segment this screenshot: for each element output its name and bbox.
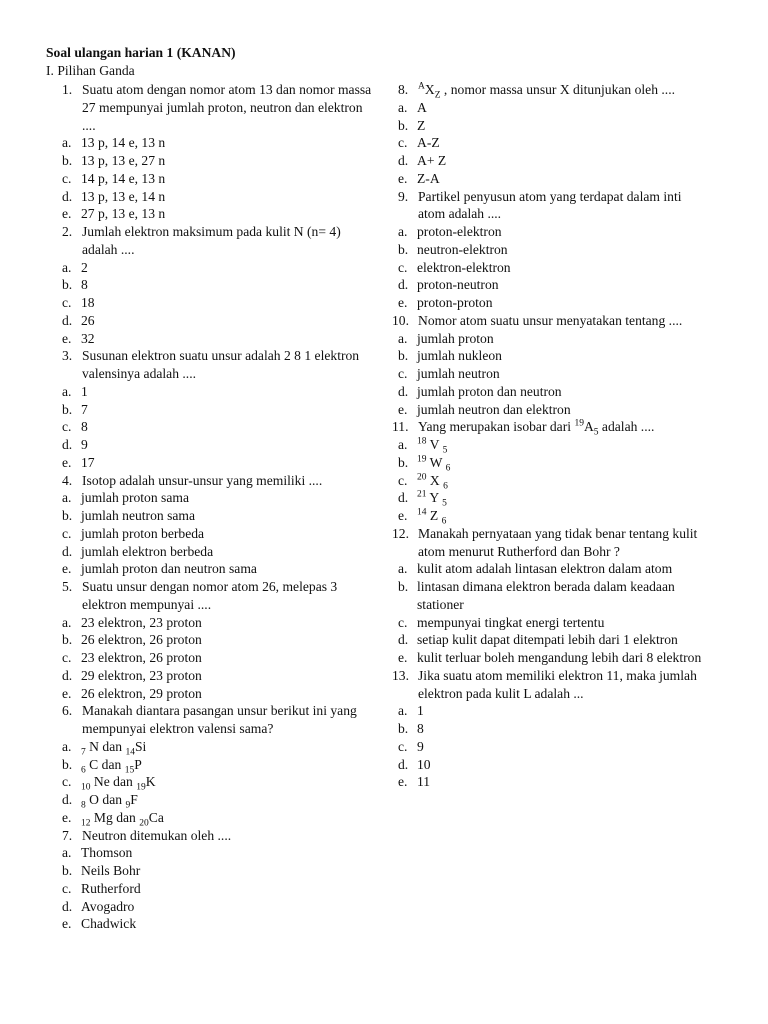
- option-letter: a.: [398, 224, 408, 239]
- answer-option[interactable]: [62, 383, 372, 401]
- atomic-number: 15: [124, 765, 135, 776]
- question-number: 13.: [392, 667, 409, 683]
- question-11: [392, 418, 708, 527]
- answer-option[interactable]: [398, 134, 708, 152]
- option-text: 13 p, 13 e, 27 n: [81, 153, 166, 168]
- question-text: Partikel penyusun atom yang terdapat dalam inti atom adalah ....: [418, 188, 682, 222]
- answer-option[interactable]: [62, 756, 372, 774]
- option-letter: a.: [62, 614, 72, 630]
- option-text: 1: [81, 383, 88, 399]
- option-connector: dan: [101, 756, 122, 772]
- answer-option[interactable]: [62, 312, 372, 330]
- question-9: [398, 188, 708, 312]
- option-text: jumlah proton: [417, 330, 494, 346]
- answer-option[interactable]: [398, 276, 708, 294]
- answer-option[interactable]: [62, 915, 372, 933]
- question-13: [392, 667, 708, 791]
- atomic-number: 8: [81, 800, 86, 811]
- answer-option[interactable]: [398, 472, 708, 490]
- atomic-number: Z: [434, 90, 441, 101]
- option-letter: d.: [398, 383, 409, 399]
- answer-option[interactable]: [62, 898, 372, 916]
- atomic-number: 20: [139, 818, 149, 829]
- answer-option[interactable]: [62, 525, 372, 543]
- option-text: elektron-elektron: [417, 259, 511, 275]
- answer-option[interactable]: [398, 489, 708, 507]
- option-text: 26 elektron, 26 proton: [81, 632, 202, 648]
- element-symbol: N: [89, 738, 99, 754]
- element-symbol: F: [130, 792, 138, 807]
- atomic-number: 14: [125, 747, 135, 758]
- atomic-number: 5: [442, 498, 447, 509]
- option-text: 13 p, 14 e, 13 n: [81, 135, 166, 151]
- answer-option[interactable]: [398, 578, 708, 614]
- option-letter: b.: [62, 277, 73, 293]
- option-letter: e.: [398, 508, 408, 523]
- question-text: Jumlah elektron maksimum pada kulit N (n= 4) adalah ....: [82, 224, 341, 257]
- option-text: 32: [81, 330, 95, 346]
- option-text: 2: [81, 259, 88, 275]
- atomic-number: 5: [593, 427, 599, 438]
- option-connector: dan: [102, 738, 123, 754]
- answer-option[interactable]: [62, 454, 372, 472]
- element-symbol: P: [134, 756, 142, 772]
- option-letter: c.: [398, 614, 408, 630]
- atomic-number: 10: [81, 782, 91, 793]
- answer-option[interactable]: [62, 152, 372, 170]
- mass-number: 19: [574, 418, 584, 429]
- element-symbol: Z: [429, 508, 439, 523]
- option-text: 13 p, 13 e, 14 n: [81, 188, 166, 204]
- option-text: mempunyai tingkat energi tertentu: [417, 614, 605, 630]
- option-letter: e.: [398, 650, 408, 665]
- element-symbol: Mg: [93, 809, 113, 825]
- question-8: [398, 81, 708, 188]
- option-text: A: [417, 99, 427, 115]
- option-text: 14 p, 14 e, 13 n: [81, 170, 166, 186]
- answer-option[interactable]: [398, 99, 708, 117]
- answer-option[interactable]: [398, 117, 708, 135]
- option-letter: c.: [62, 650, 72, 665]
- option-text: jumlah elektron berbeda: [81, 543, 214, 559]
- option-letter: c.: [62, 525, 72, 541]
- question-text: , nomor massa unsur X ditunjukan oleh ....: [443, 82, 675, 97]
- option-letter: b.: [398, 117, 409, 133]
- option-text: proton-elektron: [417, 224, 502, 239]
- answer-option[interactable]: [62, 205, 372, 223]
- question-stem: [392, 418, 708, 438]
- answer-option[interactable]: [398, 330, 708, 348]
- element-symbol: Ne: [93, 774, 110, 790]
- question-stem: [62, 223, 372, 259]
- mass-number: 19: [417, 454, 427, 465]
- answer-option[interactable]: [398, 383, 708, 401]
- mass-number: A: [418, 81, 425, 92]
- option-text: Rutherford: [81, 880, 141, 896]
- question-number: 3.: [62, 348, 73, 364]
- option-text: 26: [81, 312, 95, 328]
- answer-option[interactable]: [398, 773, 708, 791]
- question-stem: [62, 347, 372, 383]
- answer-option[interactable]: [62, 791, 372, 809]
- option-letter: c.: [398, 259, 408, 275]
- question-text: Yang merupakan isobar dari: [418, 419, 572, 435]
- option-connector: dan: [116, 809, 136, 825]
- element-symbol: K: [145, 774, 156, 790]
- option-letter: d.: [398, 490, 409, 506]
- question-stem: [392, 667, 708, 703]
- option-letter: d.: [62, 898, 73, 914]
- option-letter: a.: [62, 490, 72, 506]
- question-10: [392, 312, 708, 419]
- question-stem: [392, 312, 708, 330]
- element-symbol: O: [89, 792, 99, 807]
- option-text: A+ Z: [417, 153, 447, 168]
- answer-option[interactable]: [62, 773, 372, 791]
- option-letter: d.: [398, 756, 409, 772]
- option-text: kulit terluar boleh mengandung lebih dari 8 elektron: [417, 650, 702, 665]
- option-letter: c.: [398, 135, 408, 151]
- option-text: neutron-elektron: [417, 241, 508, 257]
- answer-option[interactable]: [398, 631, 708, 649]
- option-letter: d.: [62, 543, 73, 559]
- question-number: 10.: [392, 312, 409, 328]
- answer-option[interactable]: [398, 223, 708, 241]
- option-text: 29 elektron, 23 proton: [81, 667, 202, 683]
- option-text: jumlah proton sama: [81, 490, 189, 506]
- option-text: 10: [417, 756, 431, 772]
- option-letter: a.: [398, 99, 408, 115]
- question-stem: [398, 81, 708, 99]
- option-letter: b.: [62, 508, 73, 523]
- mass-number: 21: [417, 489, 427, 500]
- option-letter: a.: [62, 738, 72, 754]
- option-letter: e.: [62, 916, 72, 932]
- option-letter: c.: [398, 738, 408, 754]
- question-stem: [398, 188, 708, 224]
- question-stem: [392, 525, 708, 561]
- question-number: 11.: [392, 419, 409, 435]
- question-text: Suatu unsur dengan nomor atom 26, melepas 3 elektron mempunyai ....: [82, 579, 338, 612]
- answer-option[interactable]: [398, 649, 708, 667]
- option-letter: e.: [62, 561, 72, 577]
- answer-option[interactable]: [398, 454, 708, 472]
- question-number: 1.: [62, 82, 73, 97]
- question-text: Isotop adalah unsur-unsur yang memiliki ....: [82, 472, 323, 488]
- option-letter: e.: [62, 206, 72, 222]
- option-letter: b.: [62, 632, 73, 648]
- answer-option[interactable]: [62, 401, 372, 419]
- question-text-end: adalah ....: [601, 419, 655, 435]
- option-letter: d.: [62, 312, 73, 328]
- element-symbol: A: [583, 419, 594, 435]
- option-text: kulit atom adalah lintasan elektron dalam atom: [417, 561, 673, 577]
- atomic-number: 6: [445, 463, 451, 474]
- answer-option[interactable]: [398, 347, 708, 365]
- question-text: Susunan elektron suatu unsur adalah 2 8 1 elektron valensinya adalah ....: [82, 348, 360, 381]
- question-number: 12.: [392, 525, 409, 541]
- atomic-number: 6: [443, 481, 448, 492]
- answer-option[interactable]: [398, 259, 708, 277]
- atomic-number: 12: [81, 818, 91, 829]
- element-symbol: C: [89, 756, 99, 772]
- option-letter: d.: [398, 632, 409, 648]
- element-symbol: Y: [429, 490, 439, 506]
- option-text: 8: [81, 419, 88, 435]
- option-text: Z: [417, 117, 426, 133]
- answer-option[interactable]: [62, 294, 372, 312]
- option-text: 17: [81, 454, 95, 470]
- option-letter: c.: [398, 366, 408, 381]
- answer-option[interactable]: [62, 489, 372, 507]
- question-12: [392, 525, 708, 667]
- answer-option[interactable]: [398, 436, 708, 454]
- option-text: 18: [81, 295, 95, 310]
- question-text: Nomor atom suatu unsur menyatakan tentang ....: [418, 312, 683, 328]
- question-number: 4.: [62, 472, 73, 488]
- question-text: Manakah pernyataan yang tidak benar tentang kulit atom menurut Rutherford dan Bohr ?: [418, 525, 698, 559]
- answer-option[interactable]: [62, 170, 372, 188]
- question-stem: [62, 81, 372, 134]
- answer-option[interactable]: [62, 543, 372, 561]
- atomic-number: 5: [442, 445, 448, 456]
- option-letter: e.: [62, 330, 72, 346]
- question-number: 6.: [62, 703, 73, 719]
- option-letter: a.: [62, 845, 72, 861]
- option-letter: c.: [398, 472, 408, 488]
- option-letter: a.: [398, 703, 408, 719]
- mass-number: 14: [417, 507, 427, 518]
- question-stem: [62, 472, 372, 490]
- answer-option[interactable]: [62, 436, 372, 454]
- answer-option[interactable]: [398, 720, 708, 738]
- answer-option[interactable]: [62, 738, 372, 756]
- option-connector: dan: [113, 774, 133, 790]
- option-text: jumlah nukleon: [417, 348, 502, 364]
- question-stem: [62, 827, 372, 845]
- answer-option[interactable]: [398, 738, 708, 756]
- question-text: Manakah diantara pasangan unsur berikut ini yang mempunyai elektron valensi sama?: [82, 703, 357, 736]
- option-text: jumlah proton berbeda: [81, 525, 205, 541]
- atomic-number: 6: [441, 516, 447, 527]
- question-text: Neutron ditemukan oleh ....: [82, 827, 232, 843]
- option-text: 26 elektron, 29 proton: [81, 685, 202, 701]
- answer-option[interactable]: [62, 330, 372, 348]
- question-3: [62, 347, 372, 471]
- question-number: 2.: [62, 224, 73, 239]
- question-number: 5.: [62, 579, 73, 594]
- option-letter: e.: [398, 774, 408, 790]
- option-letter: a.: [398, 561, 408, 577]
- option-letter: c.: [62, 419, 72, 435]
- answer-option[interactable]: [62, 844, 372, 862]
- option-text: jumlah proton dan neutron: [417, 383, 562, 399]
- element-symbol: X: [429, 472, 440, 488]
- question-6: [62, 702, 372, 829]
- option-letter: a.: [62, 135, 72, 151]
- section-heading: I. Pilihan Ganda: [46, 63, 135, 78]
- mass-number: 18: [417, 436, 427, 447]
- option-letter: a.: [398, 330, 408, 346]
- answer-option[interactable]: [62, 667, 372, 685]
- answer-option[interactable]: [398, 365, 708, 383]
- option-letter: b.: [62, 153, 73, 168]
- option-letter: d.: [62, 667, 73, 683]
- question-1: [62, 81, 372, 223]
- option-text: jumlah neutron: [417, 366, 500, 381]
- option-text: proton-proton: [417, 295, 493, 310]
- option-letter: b.: [398, 454, 409, 470]
- question-7: [62, 827, 372, 934]
- option-letter: e.: [398, 401, 408, 417]
- option-text: 7: [81, 401, 88, 417]
- option-text: 11: [417, 774, 431, 790]
- atomic-number: 6: [81, 765, 86, 776]
- element-symbol: W: [429, 454, 443, 470]
- answer-option[interactable]: [62, 188, 372, 206]
- option-text: 27 p, 13 e, 13 n: [81, 206, 166, 222]
- answer-option[interactable]: [62, 685, 372, 703]
- option-text: A-Z: [417, 135, 440, 151]
- option-letter: e.: [398, 295, 408, 310]
- answer-option[interactable]: [398, 756, 708, 774]
- element-symbol: X: [424, 82, 435, 97]
- atomic-number: 19: [136, 782, 146, 793]
- answer-option[interactable]: [398, 614, 708, 632]
- question-5: [62, 578, 372, 702]
- option-text: Z-A: [417, 170, 440, 186]
- answer-option[interactable]: [62, 276, 372, 294]
- question-stem: [62, 578, 372, 614]
- atomic-number: 9: [125, 800, 131, 811]
- option-text: jumlah neutron sama: [81, 508, 196, 523]
- option-text: lintasan dimana elektron berada dalam keadaan stationer: [417, 579, 675, 612]
- option-letter: e.: [62, 454, 72, 470]
- option-text: 1: [417, 703, 424, 719]
- page-title: Soal ulangan harian 1 (KANAN): [46, 45, 236, 60]
- option-letter: c.: [62, 880, 72, 896]
- option-text: Neils Bohr: [81, 863, 141, 878]
- option-text: 23 elektron, 23 proton: [81, 614, 202, 630]
- answer-option[interactable]: [62, 631, 372, 649]
- option-letter: a.: [398, 437, 408, 452]
- option-letter: c.: [62, 295, 72, 310]
- option-text: 9: [417, 738, 424, 754]
- option-connector: dan: [102, 792, 123, 807]
- option-text: 9: [81, 437, 88, 452]
- option-letter: b.: [62, 863, 73, 878]
- option-letter: c.: [62, 170, 72, 186]
- option-letter: b.: [398, 348, 409, 364]
- answer-option[interactable]: [62, 560, 372, 578]
- question-number: 9.: [398, 188, 409, 204]
- answer-option[interactable]: [62, 649, 372, 667]
- right-column: [392, 81, 708, 791]
- option-letter: e.: [62, 685, 72, 701]
- option-letter: d.: [398, 277, 409, 293]
- option-text: 8: [81, 277, 88, 293]
- answer-option[interactable]: [62, 134, 372, 152]
- option-letter: d.: [62, 437, 73, 452]
- element-symbol: Si: [134, 738, 147, 754]
- option-letter: b.: [62, 401, 73, 417]
- option-letter: e.: [398, 170, 408, 186]
- answer-option[interactable]: [398, 702, 708, 720]
- answer-option[interactable]: [62, 809, 372, 827]
- answer-option[interactable]: [62, 880, 372, 898]
- option-text: Avogadro: [81, 898, 135, 914]
- option-text: setiap kulit dapat ditempati lebih dari 1 elektron: [417, 632, 678, 648]
- option-letter: d.: [62, 188, 73, 204]
- option-letter: b.: [398, 241, 409, 257]
- answer-option[interactable]: [398, 560, 708, 578]
- question-4: [62, 472, 372, 579]
- answer-option[interactable]: [398, 507, 708, 525]
- answer-option[interactable]: [62, 259, 372, 277]
- option-text: Chadwick: [81, 916, 137, 932]
- answer-option[interactable]: [398, 241, 708, 259]
- option-letter: b.: [398, 721, 409, 736]
- option-letter: e.: [62, 809, 72, 825]
- option-letter: d.: [398, 153, 409, 168]
- element-symbol: Ca: [148, 809, 164, 825]
- option-letter: a.: [62, 383, 72, 399]
- question-2: [62, 223, 372, 347]
- option-letter: d.: [62, 792, 73, 807]
- answer-option[interactable]: [62, 862, 372, 880]
- option-letter: c.: [62, 774, 72, 790]
- option-text: 23 elektron, 26 proton: [81, 650, 202, 665]
- option-letter: b.: [398, 579, 409, 594]
- question-number: 7.: [62, 827, 73, 843]
- left-column: [62, 81, 372, 933]
- answer-option[interactable]: [62, 418, 372, 436]
- answer-option[interactable]: [398, 294, 708, 312]
- atomic-number: 7: [81, 747, 86, 758]
- answer-option[interactable]: [62, 614, 372, 632]
- answer-option[interactable]: [398, 152, 708, 170]
- question-stem: [62, 702, 372, 738]
- option-letter: a.: [62, 259, 72, 275]
- mass-number: 20: [417, 471, 427, 482]
- option-text: jumlah proton dan neutron sama: [81, 561, 257, 577]
- option-text: proton-neutron: [417, 277, 499, 293]
- option-text: 8: [417, 721, 424, 736]
- answer-option[interactable]: [62, 507, 372, 525]
- question-number: 8.: [398, 82, 409, 97]
- answer-option[interactable]: [398, 170, 708, 188]
- option-text: jumlah neutron dan elektron: [417, 401, 571, 417]
- answer-option[interactable]: [398, 401, 708, 419]
- option-letter: b.: [62, 756, 73, 772]
- question-text: Jika suatu atom memiliki elektron 11, maka jumlah elektron pada kulit L adalah ...: [418, 667, 697, 701]
- option-text: Thomson: [81, 845, 133, 861]
- question-text: Suatu atom dengan nomor atom 13 dan nomor massa 27 mempunyai jumlah proton, neutron dan elektron ....: [82, 82, 372, 133]
- element-symbol: V: [429, 437, 440, 452]
